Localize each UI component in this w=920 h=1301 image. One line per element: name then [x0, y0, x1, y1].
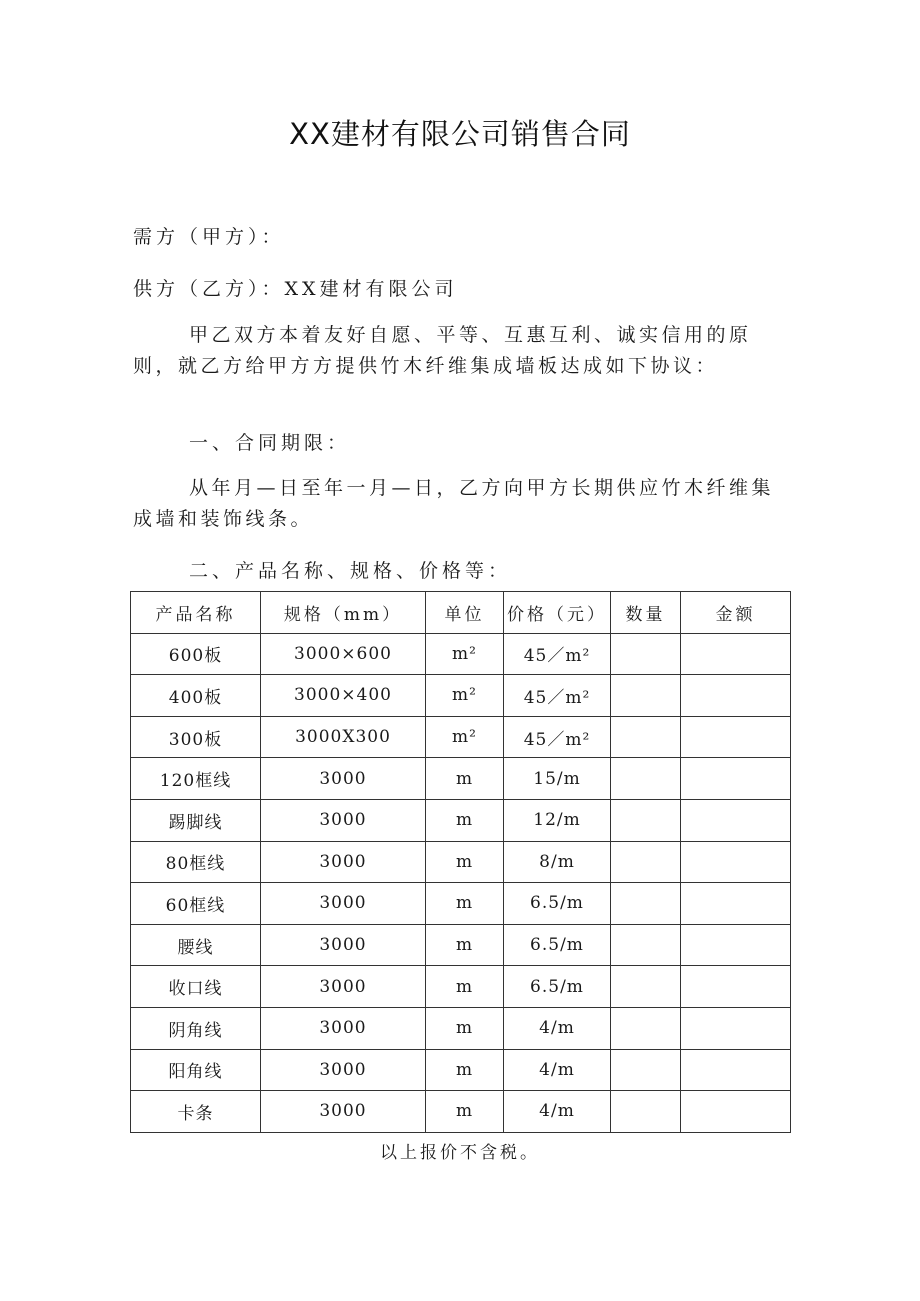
cell-product-name: 600板	[131, 633, 261, 675]
cell-product-name: 60框线	[131, 883, 261, 925]
table-row	[131, 966, 791, 1008]
cell-unit: m²	[426, 716, 504, 758]
section1-heading: 一、合同期限：	[189, 432, 351, 454]
cell-quantity	[611, 758, 681, 800]
cell-price: 15/m	[504, 758, 611, 800]
cell-price: 45／m²	[504, 633, 611, 675]
cell-product-name: 120框线	[131, 758, 261, 800]
table-row	[131, 1049, 791, 1091]
cell-quantity	[611, 883, 681, 925]
table-row	[131, 1007, 791, 1049]
table-row	[131, 1091, 791, 1133]
cell-price: 4/m	[504, 1091, 611, 1133]
cell-spec: 3000×400	[261, 675, 426, 717]
cell-spec: 3000	[261, 1091, 426, 1133]
cell-price: 6.5/m	[504, 883, 611, 925]
table-header-row	[131, 592, 791, 634]
cell-spec: 3000	[261, 924, 426, 966]
seller-line: 供方（乙方）：XX建材有限公司	[133, 278, 458, 300]
cell-product-name: 腰线	[131, 924, 261, 966]
tax-note: 以上报价不含税。	[380, 1143, 540, 1163]
cell-amount	[681, 1091, 791, 1133]
buyer-line: 需方（甲方）：	[133, 226, 285, 248]
header-unit: 单位	[426, 592, 504, 634]
cell-unit: m	[426, 758, 504, 800]
cell-spec: 3000	[261, 799, 426, 841]
cell-price: 6.5/m	[504, 924, 611, 966]
cell-quantity	[611, 633, 681, 675]
table-row	[131, 841, 791, 883]
section2-heading: 二、产品名称、规格、价格等：	[189, 560, 512, 582]
document-title: XX建材有限公司销售合同	[289, 117, 631, 151]
cell-price: 45／m²	[504, 716, 611, 758]
cell-product-name: 收口线	[131, 966, 261, 1008]
cell-amount	[681, 1049, 791, 1091]
cell-spec: 3000	[261, 1049, 426, 1091]
cell-amount	[681, 716, 791, 758]
cell-amount	[681, 675, 791, 717]
cell-amount	[681, 966, 791, 1008]
price-table	[130, 591, 791, 1133]
cell-quantity	[611, 675, 681, 717]
cell-spec: 3000	[261, 966, 426, 1008]
table-row	[131, 924, 791, 966]
cell-product-name: 80框线	[131, 841, 261, 883]
cell-product-name: 阴角线	[131, 1007, 261, 1049]
cell-unit: m	[426, 1007, 504, 1049]
cell-price: 6.5/m	[504, 966, 611, 1008]
cell-spec: 3000	[261, 883, 426, 925]
cell-product-name: 踢脚线	[131, 799, 261, 841]
cell-amount	[681, 1007, 791, 1049]
table-row	[131, 633, 791, 675]
cell-price: 8/m	[504, 841, 611, 883]
intro-paragraph	[133, 320, 793, 382]
section1-paragraph	[133, 473, 793, 535]
cell-product-name: 300板	[131, 716, 261, 758]
cell-quantity	[611, 924, 681, 966]
cell-product-name: 卡条	[131, 1091, 261, 1133]
cell-price: 12/m	[504, 799, 611, 841]
cell-unit: m	[426, 883, 504, 925]
cell-quantity	[611, 841, 681, 883]
section1-text: 从年月—日至年一月—日，乙方向甲方长期供应竹木纤维集成墙和装饰线条。	[133, 477, 775, 530]
cell-quantity	[611, 716, 681, 758]
cell-spec: 3000	[261, 841, 426, 883]
table-row	[131, 675, 791, 717]
header-spec: 规格（mm）	[261, 592, 426, 634]
cell-quantity	[611, 1049, 681, 1091]
intro-text: 甲乙双方本着友好自愿、平等、互惠互利、诚实信用的原则，就乙方给甲方方提供竹木纤维集成墙板达成如下协议：	[133, 324, 752, 377]
cell-unit: m	[426, 799, 504, 841]
cell-amount	[681, 758, 791, 800]
header-price: 价格（元）	[504, 592, 611, 634]
cell-spec: 3000	[261, 1007, 426, 1049]
cell-unit: m	[426, 966, 504, 1008]
cell-amount	[681, 799, 791, 841]
cell-price: 45／m²	[504, 675, 611, 717]
cell-unit: m	[426, 1091, 504, 1133]
cell-product-name: 阳角线	[131, 1049, 261, 1091]
cell-quantity	[611, 1091, 681, 1133]
table-row	[131, 758, 791, 800]
cell-amount	[681, 841, 791, 883]
cell-quantity	[611, 1007, 681, 1049]
header-amount: 金额	[681, 592, 791, 634]
header-quantity: 数量	[611, 592, 681, 634]
table-row	[131, 799, 791, 841]
cell-unit: m²	[426, 633, 504, 675]
cell-unit: m	[426, 924, 504, 966]
cell-unit: m	[426, 1049, 504, 1091]
cell-product-name: 400板	[131, 675, 261, 717]
cell-amount	[681, 924, 791, 966]
cell-quantity	[611, 799, 681, 841]
cell-unit: m²	[426, 675, 504, 717]
cell-spec: 3000	[261, 758, 426, 800]
table-body	[131, 633, 791, 1132]
cell-amount	[681, 883, 791, 925]
cell-spec: 3000X300	[261, 716, 426, 758]
cell-quantity	[611, 966, 681, 1008]
cell-spec: 3000×600	[261, 633, 426, 675]
cell-amount	[681, 633, 791, 675]
cell-price: 4/m	[504, 1049, 611, 1091]
table-row	[131, 883, 791, 925]
cell-unit: m	[426, 841, 504, 883]
cell-price: 4/m	[504, 1007, 611, 1049]
table-row	[131, 716, 791, 758]
header-product-name: 产品名称	[131, 592, 261, 634]
